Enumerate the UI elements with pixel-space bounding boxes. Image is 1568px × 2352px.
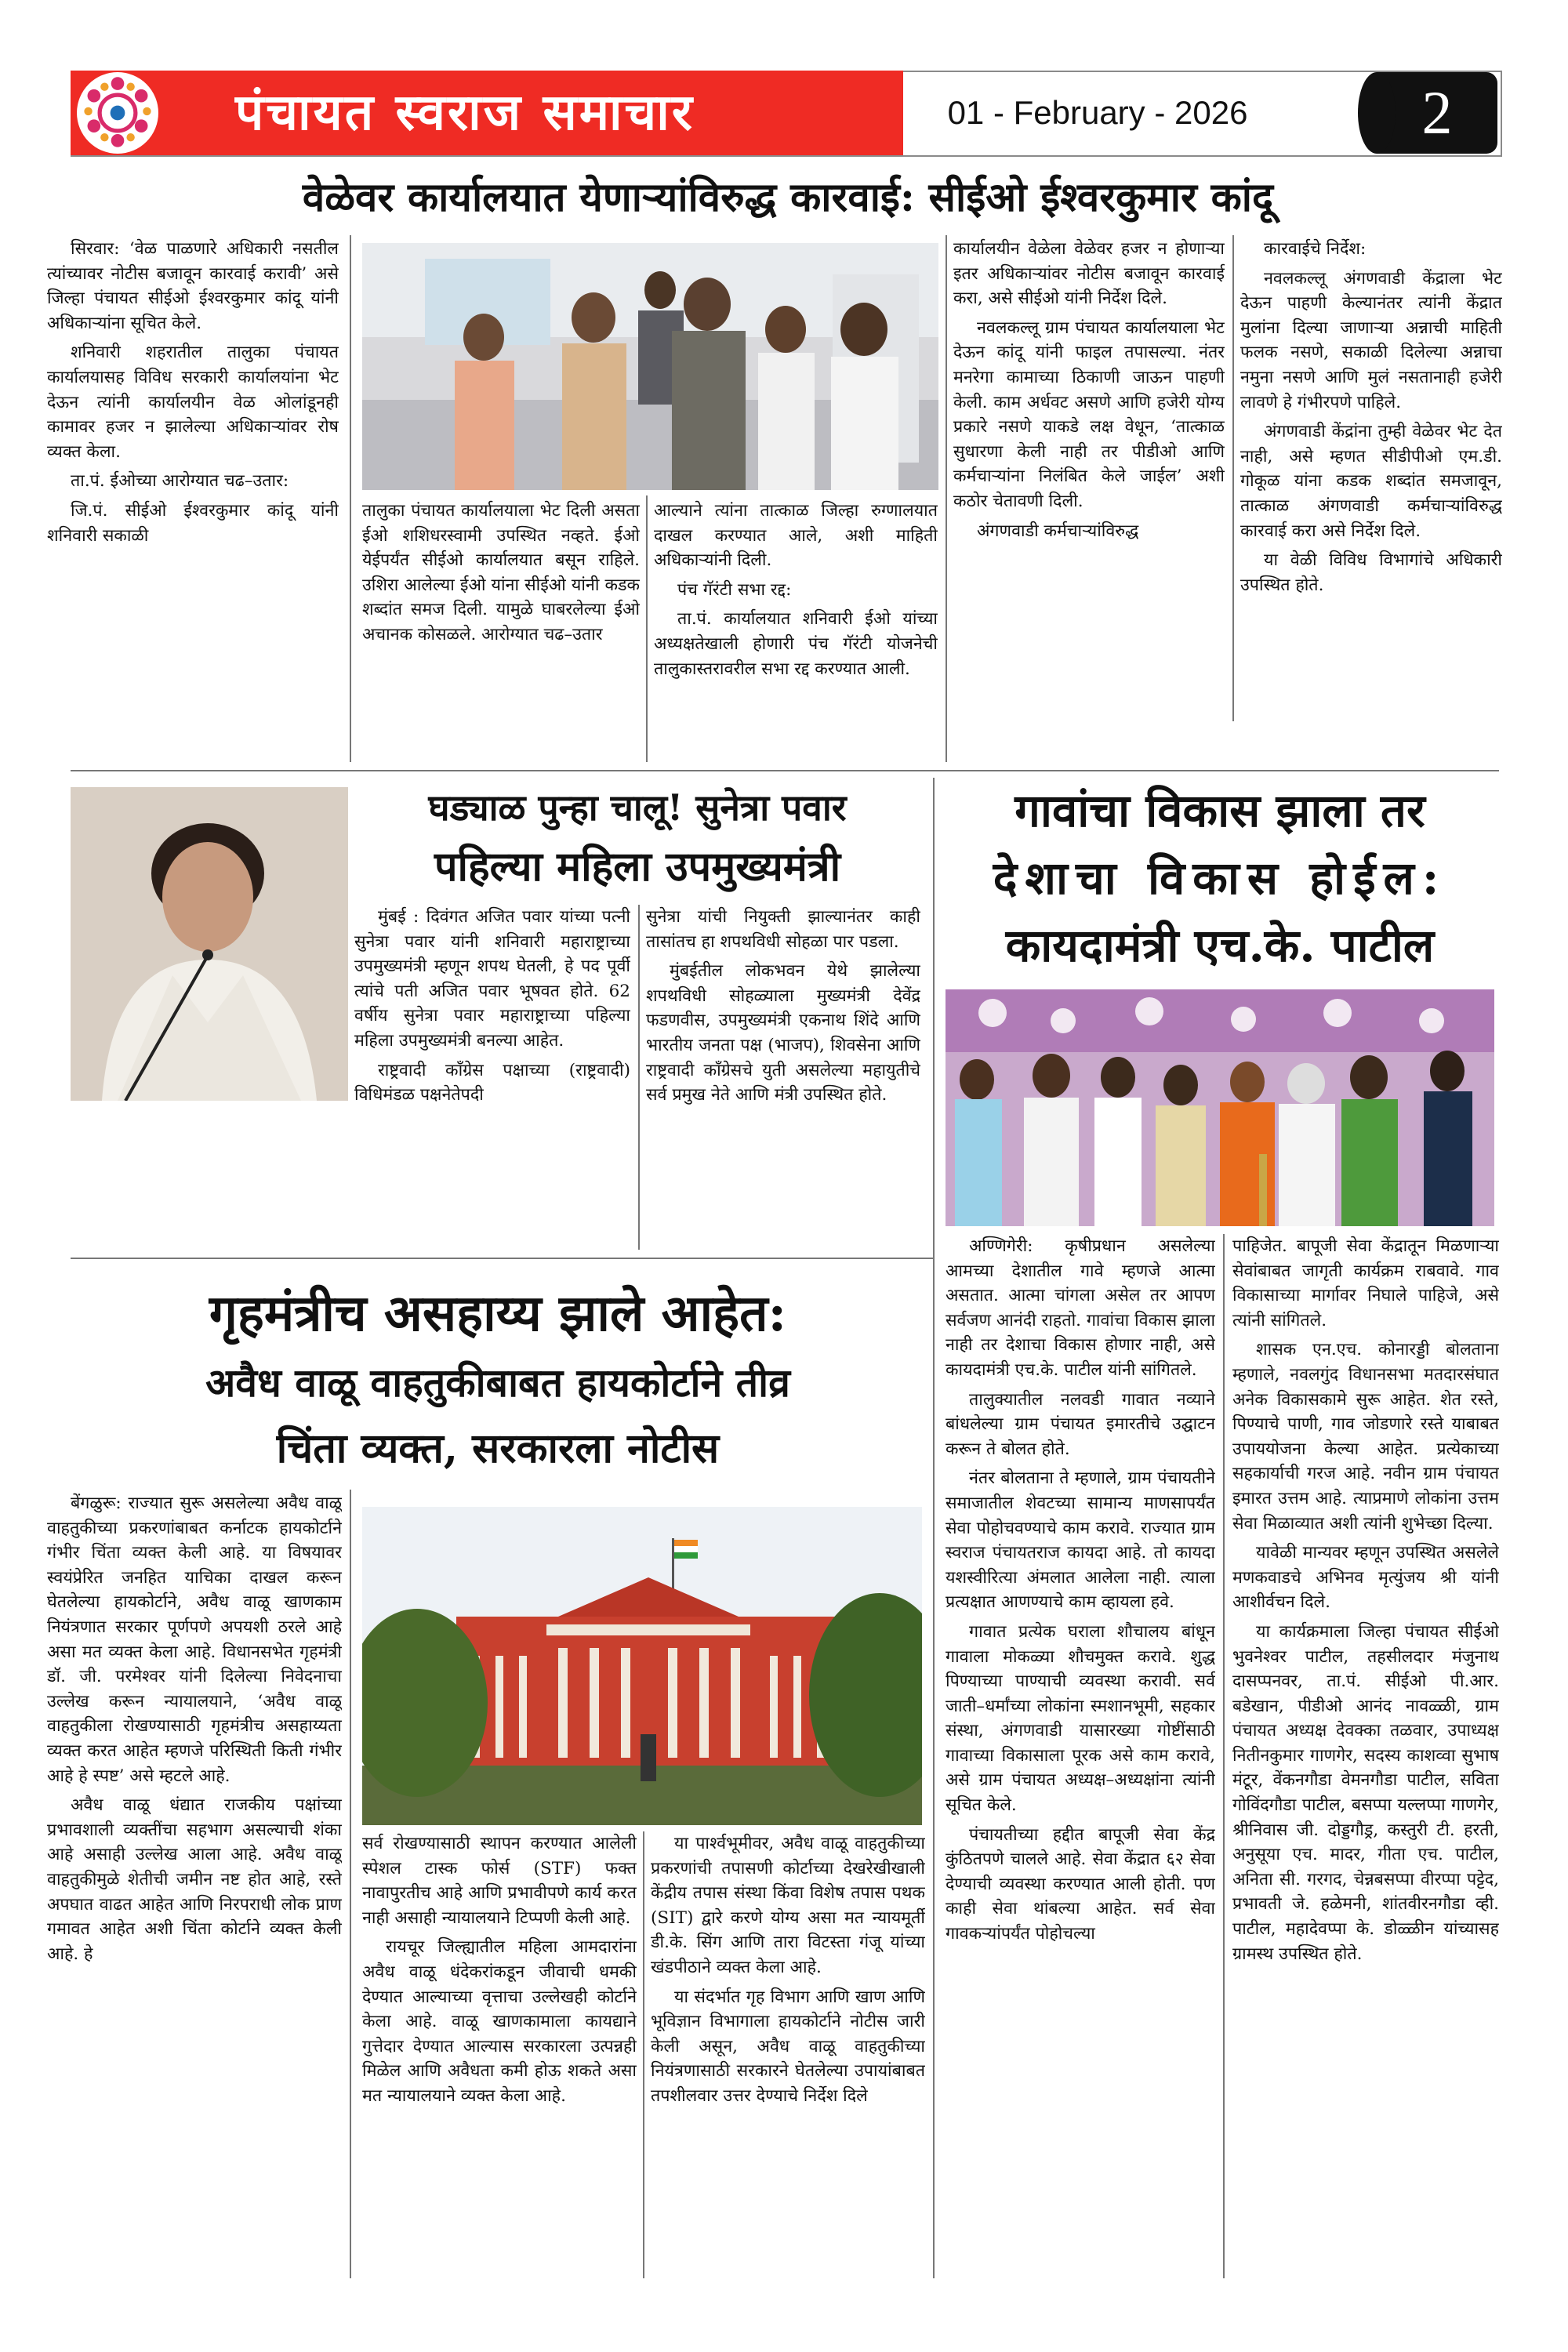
article3-headline-line3: कायदामंत्री एच.के. पाटील: [1005, 919, 1435, 972]
article4-headline-line3: चिंता व्यक्त, सरकारला नोटीस: [276, 1425, 720, 1472]
article-paragraph: या कार्यक्रमाला जिल्हा पंचायत सीईओ भुवनेश्वर पाटील, तहसीलदार मंजुनाथ दासप्पनवर, ता.पं. सीईओ पी.आर. बडेखान, पीडीओ आनंद नावळ्ळी, ग्राम पंचायत अध्यक्ष देवक्का तळवार, उपाध्यक्ष नितीनकुमार गाणगेर, सदस्य काशव्वा सुभाष मंटूर, वेंकनगौडा वेमनगौडा पाटील, सविता गोविंदगौडा पाटील, बसप्पा यल्लप्पा गाणगेर, श्रीनिवास जी. दोड्डगौड्र, कस्तुरी टी. हरती, अनुसूया एच. मादर, गीता एच. पाटील, अनिता सी. गरगद, चेन्नबसप्पा वीरप्पा पट्टेद, प्रभावती जे. हळेमनी, शांतवीरनगौडा व्ही. पाटील, महादेवप्पा के. डोळ्ळीन यांच्यासह ग्रामस्थ उपस्थित होते.: [1232, 1621, 1499, 1964]
article-paragraph: पंचायतीच्या हद्दीत बापूजी सेवा केंद्र कुंठितपणे चालले आहे. सेवा केंद्रात ६२ सेवा देण्याची व्यवस्था करण्यात आली होती. पण काही सेवा थांबल्या आहेत. सर्व सेवा गावकऱ्यांपर्यंत पोहोचल्या: [946, 1824, 1215, 1944]
article4-column-1: [47, 1491, 342, 2278]
article2-headline-line1: घड्याळ पुन्हा चालू! सुनेत्रा पवार: [428, 786, 847, 829]
column-divider: [646, 495, 648, 762]
article-paragraph: या पार्श्वभूमीवर, अवैध वाळू वाहतुकीच्या प्रकरणांची तपासणी कोर्टाच्या देखरेखीखाली केंद्रीय तपास संस्था किंवा विशेष तपास पथक (SIT) द्वारे करणे योग्य असा मत न्यायमूर्ती डी.के. सिंग आणि तारा विटस्ता गंजू यांच्या खंडपीठाने व्यक्त केला आहे.: [651, 1834, 925, 1977]
section-divider: [71, 770, 1499, 771]
article-paragraph: तालुका पंचायत कार्यालयाला भेट दिली असता ईओ शशिधरस्वामी उपस्थित नव्हते. ईओ येईपर्यंत सीईओ कार्यालयात बसून राहिले. उशिरा आलेल्या ईओ यांना सीईओ यांनी कडक शब्दांत समज दिली. यामुळे घाबरलेल्या ईओ अचानक कोसळले. आरोग्यात चढ–उतार: [362, 501, 640, 644]
column-divider: [1223, 1234, 1225, 2278]
article-paragraph: नंतर बोलताना ते म्हणाले, ग्राम पंचायतीने समाजातील शेवटच्या सामान्य माणसापर्यंत सेवा पोहोचवण्याचे काम करावे. राज्यात ग्राम स्वराज पंचायतराज कायदा आहे. तो कायदा यशस्वीरित्या अंमलात आलेला नाही. त्याला प्रत्यक्षात आणण्याचे काम व्हायला हवे.: [946, 1468, 1215, 1613]
article4-column-2: [362, 1831, 637, 2278]
article4-column-3: [651, 1831, 925, 2278]
section-divider: [71, 1258, 933, 1259]
article-paragraph: या वेळी विविध विभागांचे अधिकारी उपस्थित होते.: [1240, 550, 1502, 595]
issue-date: 01 - February - 2026: [947, 94, 1248, 131]
column-divider: [643, 1831, 644, 2278]
photo-inauguration: [946, 989, 1494, 1226]
article-paragraph: शासक एन.एच. कोनारड्डी बोलताना म्हणाले, नवलगुंद विधानसभा मतदारसंघात अनेक विकासकामे सुरू आहेत. शेत रस्ते, पिण्याचे पाणी, गाव जोडणारे रस्ते याबाबत उपाययोजना केल्या आहेत. प्रत्येकाच्या सहकार्याची गरज आहे. नवीन ग्राम पंचायत इमारत उत्तम आहे. त्याप्रमाणे लोकांना उत्तम सेवा मिळाव्यात अशी त्यांनी शुभेच्छा दिल्या.: [1232, 1340, 1499, 1534]
page-number: [1377, 72, 1497, 154]
article-paragraph: सिरवार: ‘वेळ पाळणारे अधिकारी नसतील त्यांच्यावर नोटीस बजावून कारवाई करावी’ असे जिल्हा पंचायत सीईओ ईश्वरकुमार कांदू यांनी अधिकाऱ्यांना सूचित केले.: [47, 239, 339, 333]
article-paragraph: रायचूर जिल्ह्यातील महिला आमदारांना अवैध वाळू धंदेकरांकडून जीवाची धमकी देण्यात आल्याच्या वृत्ताचा उल्लेखही कोर्टाने केला आहे. वाळू खाणकामाला कायद्याने गुत्तेदार देण्यात आल्यास सरकारला उत्पन्नही मिळेल आणि अवैधता कमी होऊ शकते असा मत न्यायालयाने व्यक्त केला आहे.: [362, 1937, 637, 2106]
article-subheading: पंच गॅरंटी सभा रद्द:: [677, 579, 792, 600]
article3-column-2: [1232, 1234, 1499, 2278]
article-paragraph: ता.पं. कार्यालयात शनिवारी ईओ यांच्या अध्यक्षतेखाली होणारी पंच गॅरंटी योजनेची तालुकास्तरावरील सभा रद्द करण्यात आली.: [654, 609, 938, 679]
article-paragraph: पाहिजेत. बापूजी सेवा केंद्रातून मिळणाऱ्या सेवांबाबत जागृती कार्यक्रम राबवावे. गाव विकासाच्या मार्गावर निघाले पाहिजे, असे त्यांनी सांगितले.: [1232, 1236, 1499, 1330]
column-divider: [350, 235, 351, 762]
article-paragraph: आल्याने त्यांना तात्काळ जिल्हा रुग्णालयात दाखल करण्यात आले, अशी माहिती अधिकाऱ्यांनी दिली.: [654, 501, 938, 571]
article-paragraph: शनिवारी शहरातील तालुका पंचायत कार्यालयासह विविध सरकारी कार्यालयांना भेट देऊन त्यांनी कार्यालयीन वेळ ओलांडूनही कामावर हजर न झालेल्या अधिकाऱ्यांवर रोष व्यक्त केला.: [47, 343, 339, 462]
article2-column-1: [354, 905, 630, 1248]
article-paragraph: अवैध वाळू धंद्यात राजकीय पक्षांच्या प्रभावशाली व्यक्तींचा सहभाग असल्याची शंका आहे असाही उल्लेख आला आहे. अवैध वाळू वाहतुकीमुळे शेतीची जमीन नष्ट होत आहे, रस्ते अपघात वाढत आहेत आणि निरपराधी लोक प्राण गमावत आहेत अशी चिंता कोर्टाने व्यक्त केली आहे. हे: [47, 1795, 342, 1964]
article3-column-1: [946, 1234, 1215, 2278]
column-divider: [1232, 235, 1234, 721]
article3-headline-line1: गावांचा विकास झाला तर: [1014, 784, 1425, 837]
article-subheading: ता.पं. ईओच्या आरोग्यात चढ–उतार:: [71, 471, 289, 492]
article-paragraph: अंगणवाडी केंद्रांना तुम्ही वेळेवर भेट देत नाही, असे म्हणत सीडीपीओ एम.डी. गोकूळ यांना कडक शब्दांत समजावून, तात्काळ अंगणवाडी कर्मचाऱ्यांविरुद्ध कारवाई करा असे निर्देश दिले.: [1240, 422, 1502, 541]
photo-high-court: [362, 1507, 922, 1825]
newspaper-title: पंचायत स्वराज समाचार: [235, 83, 695, 142]
article-subheading: कारवाईचे निर्देश:: [1264, 239, 1367, 259]
article-paragraph: जि.पं. सीईओ ईश्वरकुमार कांदू यांनी शनिवारी सकाळी: [47, 500, 339, 546]
article1-column-1: [47, 237, 339, 762]
article1-column-5: [1240, 237, 1502, 762]
article3-headline-line2: देशाचा विकास होईल:: [993, 851, 1447, 905]
article1-column-2: [362, 499, 640, 762]
article-paragraph: नवलकल्लू ग्राम पंचायत कार्यालयाला भेट देऊन कांदू यांनी फाइल तपासल्या. नंतर मनरेगा कामाच्या ठिकाणी जाऊन पाहणी केली. काम अर्धवट असणे आणि हजेरी योग्य प्रकारे नसणे याकडे लक्ष वेधून, ‘तात्काळ सुधारणा केली नाही तर पीडीओ आणि कर्मचाऱ्यांना निलंबित केले जाईल’ अशी कठोर चेतावणी दिली.: [953, 318, 1225, 511]
article-paragraph: सर्व रोखण्यासाठी स्थापन करण्यात आलेली स्पेशल टास्क फोर्स (STF) फक्त नावापुरतीच आहे आणि प्रभावीपणे कार्य करत नाही असाही न्यायालयाने टिप्पणी केली आहे.: [362, 1834, 637, 1928]
article2-column-2: [646, 905, 920, 1248]
article-paragraph: राष्ट्रवादी काँग्रेस पक्षाच्या (राष्ट्रवादी) विधिमंडळ पक्षनेतेपदी: [354, 1060, 630, 1105]
photo-officials-visit: [362, 243, 938, 490]
article4-headline-line2: अवैध वाळू वाहतुकीबाबत हायकोर्टाने तीव्र: [205, 1359, 790, 1406]
article-paragraph: नवलकल्लू अंगणवाडी केंद्राला भेट देऊन पाहणी केल्यानंतर त्यांनी केंद्रात मुलांना दिल्या जाणाऱ्या अन्नाची माहिती फलक नसणे, सकाळी दिलेल्या अन्नाचा नमुना नसणे आणि मुलं नसतानाही हजेरी लावणे हे गंभीरपणे पाहिले.: [1240, 268, 1502, 412]
article-paragraph: मुंबई : दिवंगत अजित पवार यांच्या पत्नी सुनेत्रा पवार यांनी शनिवारी महाराष्ट्राच्या उपमुख्यमंत्री म्हणून शपथ घेतली, हे पद पूर्वी त्यांचे पती अजित पवार भूषवत होते. 62 वर्षीय सुनेत्रा पवार महाराष्ट्राच्या पहिल्या महिला उपमुख्यमंत्री बनल्या आहेत.: [354, 907, 630, 1051]
article-paragraph: बेंगळुरू: राज्यात सुरू असलेल्या अवैध वाळू वाहतुकीच्या प्रकरणांबाबत कर्नाटक हायकोर्टाने गंभीर चिंता व्यक्त केली आहे. या विषयावर स्वयंप्रेरित जनहित याचिका दाखल करून घेतलेल्या हायकोर्टाने, अवैध वाळू खाणकाम नियंत्रणात सरकार पूर्णपणे अपयशी ठरले आहे असा मत व्यक्त केला आहे. विधानसभेत गृहमंत्री डॉ. जी. परमेश्वर यांनी दिलेल्या निवेदनाचा उल्लेख करून न्यायालयाने, ‘अवैध वाळू वाहतुकीला रोखण्यासाठी गृहमंत्रीच असहाय्यता व्यक्त करत आहेत म्हणजे परिस्थिती किती गंभीर आहे हे स्पष्ट’ असे म्हटले आहे.: [47, 1494, 342, 1786]
photo-sunetra-pawar: [71, 787, 348, 1101]
article1-headline: वेळेवर कार्यालयात येणाऱ्यांविरुद्ध कारवाई: सीईओ ईश्वरकुमार कांदू: [302, 174, 1274, 221]
page-number-value: 2: [1421, 78, 1453, 147]
article-paragraph: सुनेत्रा यांची नियुक्ती झाल्यानंतर काही तासांतच हा शपथविधी सोहळा पार पडला.: [646, 907, 920, 952]
panchayat-logo-icon: [77, 72, 158, 154]
article-paragraph: गावात प्रत्येक घराला शौचालय बांधून गावाला मोकळ्या शौचमुक्त करावे. शुद्ध पिण्याच्या पाण्याची व्यवस्था करावी. सर्व जाती–धर्मांच्या लोकांना स्मशानभूमी, सहकार संस्था, अंगणवाडी यासारख्या गोष्टींसाठी गावाच्या विकासाला पूरक असे काम करावे, असे ग्राम पंचायत अध्यक्ष–अध्यक्षांना त्यांनी सूचित केले.: [946, 1621, 1215, 1816]
article-paragraph: मुंबईतील लोकभवन येथे झालेल्या शपथविधी सोहळ्याला मुख्यमंत्री देवेंद्र फडणवीस, उपमुख्यमंत्री एकनाथ शिंदे आणि भारतीय जनता पक्ष (भाजप), शिवसेना आणि राष्ट्रवादी काँग्रेसचे युती असलेल्या महायुतीचे सर्व प्रमुख नेते आणि मंत्री उपस्थित होते.: [646, 961, 920, 1105]
article-paragraph: तालुक्यातील नलवडी गावात नव्याने बांधलेल्या ग्राम पंचायत इमारतीचे उद्घाटन करून ते बोलत होते.: [946, 1389, 1215, 1459]
article-paragraph: अण्णिगेरी: कृषीप्रधान असलेल्या आमच्या देशातील गावे म्हणजे आत्मा असतात. आत्मा चांगला असेल तर आपण सर्वजण आनंदी राहतो. गावांचा विकास झाला नाही तर देशाचा विकास होणार नाही, असे कायदामंत्री एच.के. पाटील यांनी सांगितले.: [946, 1236, 1215, 1380]
column-divider: [933, 778, 935, 2278]
article2-headline-line2: पहिल्या महिला उपमुख्यमंत्री: [434, 843, 841, 891]
column-divider: [638, 905, 640, 1250]
article4-headline-line1: गृहमंत्रीच असहाय्य झाले आहेत:: [209, 1284, 787, 1343]
article-paragraph: कार्यालयीन वेळेला वेळेवर हजर न होणाऱ्या इतर अधिकाऱ्यांवर नोटीस बजावून कारवाई करा, असे सीईओ यांनी निर्देश दिले.: [953, 239, 1225, 309]
column-divider: [946, 235, 947, 762]
article1-column-4: [953, 237, 1225, 723]
article-paragraph: यावेळी मान्यवर म्हणून उपस्थित असलेले मणकवाडचे अभिनव मृत्युंजय श्री यांनी आशीर्वचन दिले.: [1232, 1543, 1499, 1613]
column-divider: [350, 1490, 351, 2278]
article-paragraph: या संदर्भात गृह विभाग आणि खाण आणि भूविज्ञान विभागाला हायकोर्टाने नोटीस जारी केली असून, अवैध वाळू वाहतुकीच्या नियंत्रणासाठी सरकारने घेतलेल्या उपायांबाबत तपशीलवार उत्तर देण्याचे निर्देश दिले: [651, 1987, 925, 2106]
article-subheading: अंगणवाडी कर्मचाऱ्यांविरुद्ध: [977, 521, 1139, 541]
article1-column-3: [654, 499, 938, 762]
